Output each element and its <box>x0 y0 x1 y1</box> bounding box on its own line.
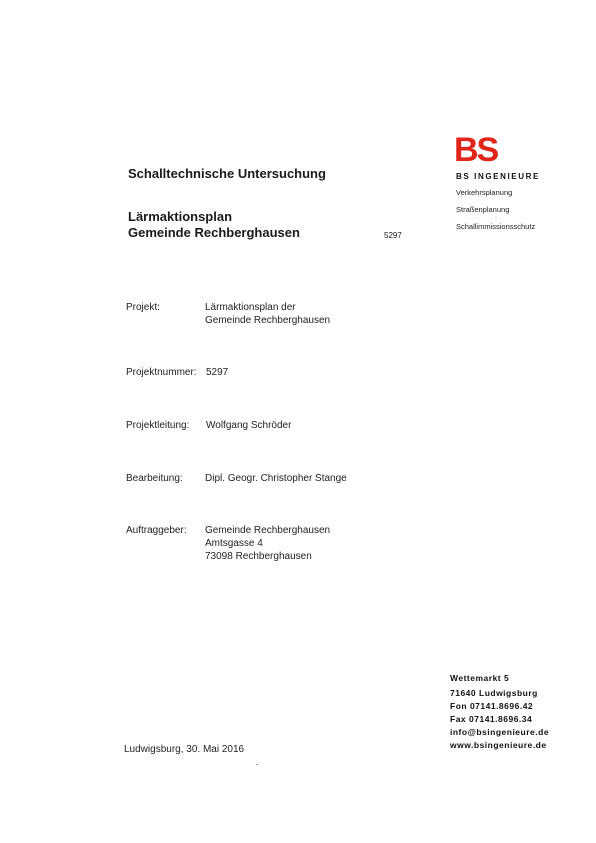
value-projektleitung: Wolfgang Schröder <box>206 420 292 431</box>
bs-logo <box>454 132 522 164</box>
value-projektnummer: 5297 <box>206 367 229 378</box>
contact-fax: Fax 07141.8696.34 <box>450 714 533 724</box>
value-auftraggeber-2: Amtsgasse 4 <box>205 538 263 549</box>
label-projekt: Projekt: <box>126 302 160 313</box>
company-name: BS INGENIEURE <box>456 172 540 181</box>
value-auftraggeber-3: 73098 Rechberghausen <box>205 551 312 562</box>
contact-fon: Fon 07141.8696.42 <box>450 701 534 711</box>
value-bearbeitung: Dipl. Geogr. Christopher Stange <box>205 473 347 484</box>
label-projektnummer: Projektnummer: <box>126 367 197 378</box>
value-auftraggeber-1: Gemeinde Rechberghausen <box>205 525 331 536</box>
project-number-header: 5297 <box>384 231 402 240</box>
label-bearbeitung: Bearbeitung: <box>126 473 183 484</box>
contact-street: Wettemarkt 5 <box>450 673 510 683</box>
document-title: Schalltechnische Untersuchung <box>128 166 326 181</box>
service-traffic-planning: Verkehrsplanung <box>456 188 513 197</box>
place-date: Ludwigsburg, 30. Mai 2016 <box>124 744 245 755</box>
label-auftraggeber: Auftraggeber: <box>126 525 187 536</box>
document-subtitle-2: Gemeinde Rechberghausen <box>128 225 300 240</box>
contact-web: www.bsingenieure.de <box>450 740 547 750</box>
document-subtitle-1: Lärmaktionsplan <box>128 209 233 224</box>
value-projekt-1: Lärmaktionsplan der <box>205 302 296 313</box>
contact-city: 71640 Ludwigsburg <box>450 688 538 698</box>
value-projekt-2: Gemeinde Rechberghausen <box>205 315 331 326</box>
scan-mark <box>256 764 258 765</box>
logo-text: BS <box>454 132 498 164</box>
service-road-planning: Straßenplanung <box>456 205 510 214</box>
label-projektleitung: Projektleitung: <box>126 420 190 431</box>
contact-email: info@bsingenieure.de <box>450 727 550 737</box>
service-noise-protection: Schallimmissionsschutz <box>456 222 536 231</box>
